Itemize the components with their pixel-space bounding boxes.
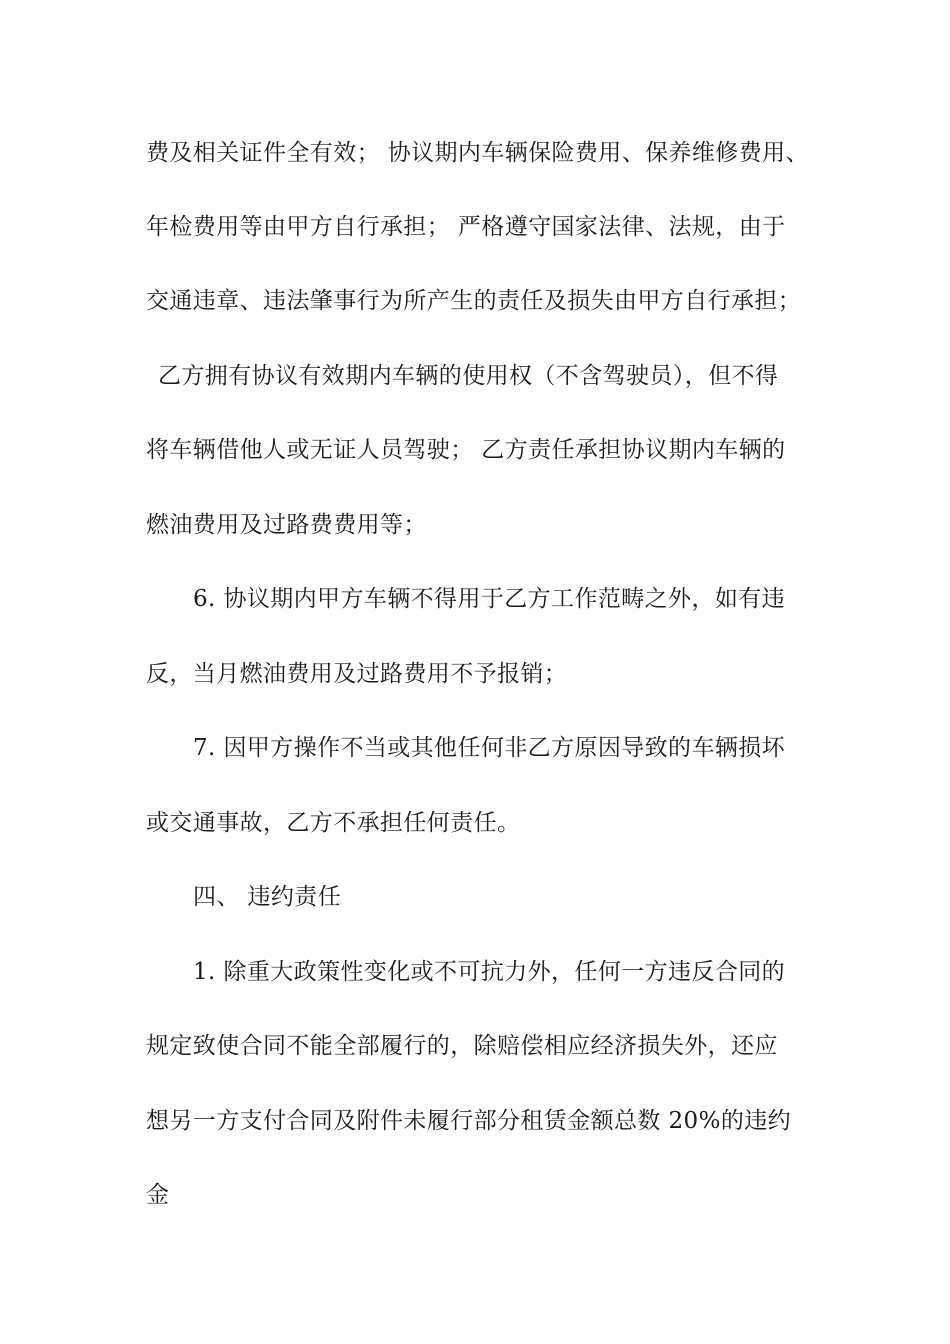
text-line-9: 7. 因甲方操作不当或其他任何非乙方原因导致的车辆损坏	[193, 735, 786, 761]
text-line-3: 交通违章、违法肇事行为所产生的责任及损失由甲方自行承担；	[146, 288, 802, 314]
text-line-1: 费及相关证件全有效； 协议期内车辆保险费用、保养维修费用、	[146, 140, 809, 166]
text-line-8: 反，当月燃油费用及过路费用不予报销；	[146, 661, 568, 687]
text-line-14: 想另一方支付合同及附件未履行部分租赁金额总数 20%的违约	[146, 1108, 792, 1134]
text-line-2: 年检费用等由甲方自行承担； 严格遵守国家法律、法规，由于	[146, 214, 786, 240]
text-line-10: 或交通事故，乙方不承担任何责任。	[146, 810, 521, 836]
text-line-12: 1. 除重大政策性变化或不可抗力外，任何一方违反合同的	[193, 959, 786, 985]
text-line-7: 6. 协议期内甲方车辆不得用于乙方工作范畴之外，如有违	[193, 586, 786, 612]
text-line-4: 乙方拥有协议有效期内车辆的使用权（不含驾驶员），但不得	[158, 363, 779, 389]
text-line-6: 燃油费用及过路费费用等；	[146, 512, 427, 538]
text-line-13: 规定致使合同不能全部履行的，除赔偿相应经济损失外，还应	[146, 1033, 778, 1059]
section-heading: 四、 违约责任	[193, 884, 342, 910]
text-line-5: 将车辆借他人或无证人员驾驶； 乙方责任承担协议期内车辆的	[146, 437, 786, 463]
text-line-15: 金	[146, 1182, 170, 1208]
